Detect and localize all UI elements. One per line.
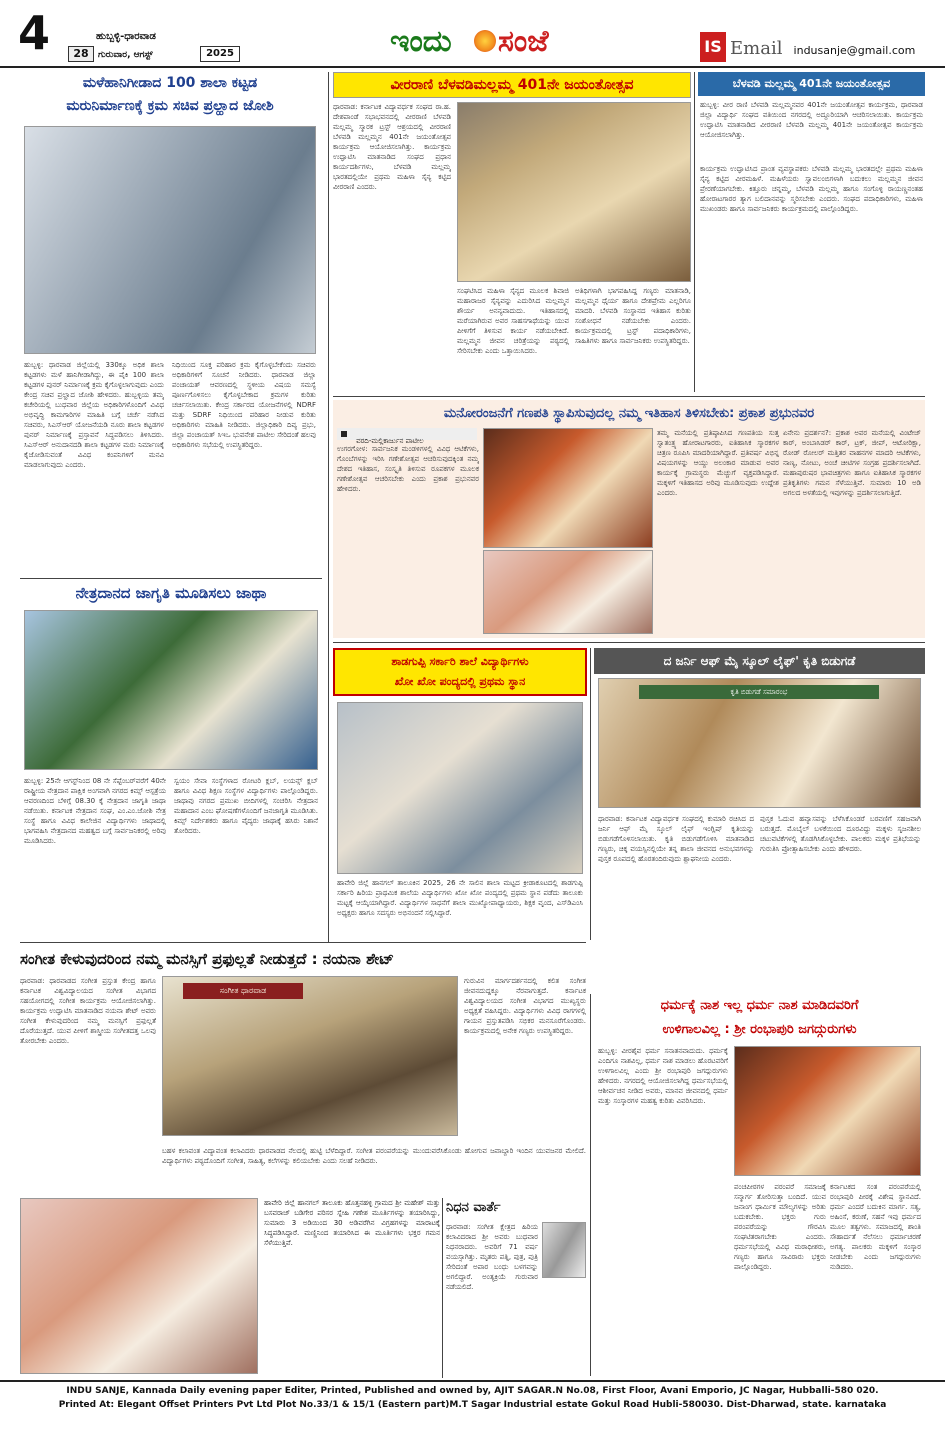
article-body-col-1: ಹುಬ್ಬಳ್ಳಿ: ಧಾರವಾಡ ಜಿಲ್ಲೆಯಲ್ಲಿ 330ಕ್ಕೂ ಅಧಿಕ ಶಾಲಾ ಕಟ್ಟಡಗಳು ಮಳೆ ಹಾನಿಗೀಡಾಗಿದ್ದು, ಈ ಪೈಕಿ 100 ಶಾಲಾ ಕಟ್ಟಡಗಳ ಪುನರ್ ನಿರ್ಮಾಣಕ್ಕೆ ಕ್ರಮ ಕೈಗೊಳ್ಳಲಾಗುವುದು ಎಂದು ಕೇಂದ್ರ ಸಚಿವ ಪ್ರಲ್ಹಾದ ಜೋಶಿ ಹೇಳಿದರು. ಹುಬ್ಬಳ್ಳಿಯ ತಮ್ಮ ಕಚೇರಿಯಲ್ಲಿ ಬುಧವಾರ ಜಿಲ್ಲೆಯ ಅಧಿಕಾರಿಗಳೊಂದಿಗೆ ವಿವಿಧ ಅಭಿವೃದ್ಧಿ ಕಾಮಗಾರಿಗಳ ಮಾಹಿತಿ ಬಗ್ಗೆ ಚರ್ಚೆ ನಡೆಸಿದ ಸಚಿವರು, ಸಿಎಸ್‌ಆರ್ ಯೋಜನೆಯಡಿ ನೂರು ಶಾಲಾ ಕಟ್ಟಡಗಳ ಪುನರ್ ನಿರ್ಮಾಣಕ್ಕೆ ಪ್ರಸ್ತಾವನೆ ಸಿದ್ಧಪಡಿಸಲು ತಿಳಿಸಿದರು. ಸಿಎಸ್‌ಆರ್ ಅನುದಾನದಡಿ ಶಾಲಾ ಕಟ್ಟಡಗಳ ಮರು ನಿರ್ಮಾಣಕ್ಕೆ ಕೈಜೋಡಿಸುವಂತೆ ವಿವಿಧ ಕಂಪನಿಗಳಿಗೆ ಮನವಿ ಮಾಡಲಾಗುವುದು ಎಂದರು. — [24, 361, 164, 469]
music-event-photo — [162, 976, 458, 1136]
masthead — [0, 0, 945, 70]
article-body-col-2: ಪುಸ್ತಕ ಓದುವ ಹವ್ಯಾಸವನ್ನು ಬೆಳೆಸಿಕೊಂಡರೆ ಬರವಣಿಗೆ ಸಹಜವಾಗಿ ಬರುತ್ತದೆ. ಮೊಬೈಲ್ ಬಳಕೆಯಿಂದ ದೂರವಿದ್ದು ಮಕ್ಕಳು ಸೃಜನಶೀಲ ಚಟುವಟಿಕೆಗಳಲ್ಲಿ ತೊಡಗಿಸಿಕೊಳ್ಳಬೇಕು. ಪಾಲಕರು ಮಕ್ಕಳ ಪ್ರತಿಭೆಯನ್ನು ಗುರುತಿಸಿ ಪ್ರೋತ್ಸಾಹಿಸಬೇಕು ಎಂದು ಹೇಳಿದರು. — [760, 815, 921, 853]
book-release-photo — [598, 678, 921, 808]
headline: ಸಂಗೀತ ಕೇಳುವುದರಿಂದ ನಮ್ಮ ಮನಸ್ಸಿಗೆ ಪ್ರಫುಲ್ಲತೆ ನೀಡುತ್ತದೆ : ನಯನಾ ಶೇಟ್ — [20, 950, 394, 968]
date-day-box — [68, 46, 94, 62]
column-divider — [590, 994, 591, 1376]
headline-line-1: ಧರ್ಮಕ್ಕೆ ನಾಶ ಇಲ್ಲ ಧರ್ಮ ನಾಶ ಮಾಡಿದವರಿಗೆ — [660, 998, 859, 1013]
ganesh-idols-photo — [20, 1198, 258, 1374]
brand-badge-text: IS — [704, 37, 722, 56]
music-body-continued: ಬಹಳ ಕಲಾವಂತ ವಿದ್ಯಾವಂತ ಕಲಾವಿದರು ಧಾರವಾಡದ ನೆಲದಲ್ಲಿ ಹುಟ್ಟಿ ಬೆಳೆದಿದ್ದಾರೆ. ಸಂಗೀತ ಪರಂಪರೆಯನ್ನು ಮುಂದುವರೆಸಿಕೊಂಡು ಹೋಗುವ ಜವಾಬ್ದಾರಿ ಇಂದಿನ ಯುವಜನರ ಮೇಲಿದೆ. ವಿದ್ಯಾರ್ಥಿಗಳು ಪಠ್ಯದೊಂದಿಗೆ ಸಂಗೀತ, ಸಾಹಿತ್ಯ, ಕಲೆಗಳನ್ನು ಕಲಿಯಬೇಕು ಎಂದು ಸಲಹೆ ನೀಡಿದರು. — [162, 1147, 586, 1165]
headline: ನಿಧನ ವಾರ್ತೆ — [446, 1200, 501, 1215]
headline: ಬೆಳವಡಿ ಮಲ್ಲಮ್ಮ 401ನೇ ಜಯಂತೋತ್ಸವ — [732, 77, 891, 90]
rally-photo — [24, 610, 318, 770]
article-body-col-2: ನಿಧಿಯಿಂದ ಸೂಕ್ತ ಪರಿಹಾರ ಕ್ರಮ ಕೈಗೊಳ್ಳಬೇಕೆಂದು ಸಚಿವರು ಅಧಿಕಾರಿಗಳಿಗೆ ಸೂಚನೆ ನೀಡಿದರು. ಧಾರವಾಡ ಜಿಲ್ಲಾ ಪಂಚಾಯತ್ ಆವರಣದಲ್ಲಿ ಸ್ಥಳೀಯ ವಿಷಯ ಸಮಸ್ಯೆ ಪೂರ್ಣಗೊಳಿಸಲು ಕೈಗೊಳ್ಳಬೇಕಾದ ಕ್ರಮಗಳ ಕುರಿತು ಚರ್ಚಿಸಲಾಯಿತು. ಕೇಂದ್ರ ಸರ್ಕಾರದ ಯೋಜನೆಗಳಲ್ಲಿ NDRF ಮತ್ತು SDRF ನಿಧಿಯಿಂದ ಪರಿಹಾರ ನೀಡುವ ಕುರಿತು ಅಧಿಕಾರಿಗಳು ಮಾಹಿತಿ ನೀಡಿದರು. ಜಿಲ್ಲಾಧಿಕಾರಿ ದಿವ್ಯ ಪ್ರಭು, ಜಿಲ್ಲಾ ಪಂಚಾಯತ್ ಸಿಇಒ ಭುವನೇಶ ಪಾಟೀಲ ಸೇರಿದಂತೆ ಹಲವು ಅಧಿಕಾರಿಗಳು ಸಭೆಯಲ್ಲಿ ಉಪಸ್ಥಿತರಿದ್ದರು. — [172, 361, 316, 449]
email-address[interactable]: indusanje@gmail.com — [793, 44, 916, 57]
article-body: ಹಾವೇರಿ ಜಿಲ್ಲೆ ಹಾನಗಲ್ ತಾಲೂಕು ಹೊತ್ತನಹಳ್ಳಿ ಗ್ರಾಮದ ಶ್ರೀ ಮಹೇಶ್ ಮತ್ತು ಬಸವರಾಜ್ ಬಡಿಗೇರ ಪರಿಸರ ಸ್ನೇಹಿ ಗಣೇಶ ಮೂರ್ತಿಗಳನ್ನು ತಯಾರಿಸಿದ್ದು, ಸುಮಾರು 3 ಅಡಿಯಿಂದ 30 ಅಡಿವರೆಗಿನ ವಿಗ್ರಹಗಳನ್ನು ಮಾರಾಟಕ್ಕೆ ಸಿದ್ಧಪಡಿಸಿದ್ದಾರೆ. ಮಣ್ಣಿನಿಂದ ತಯಾರಿಸಿದ ಈ ಮೂರ್ತಿಗಳು ಭಕ್ತರ ಗಮನ ಸೆಳೆಯುತ್ತಿವೆ. — [264, 1199, 440, 1247]
headline-box — [333, 648, 587, 696]
headline: ದ ಜರ್ನಿ ಆಫ್ ಮೈ ಸ್ಕೂಲ್ ಲೈಫ್' ಕೃತಿ ಬಿಡುಗಡೆ — [663, 654, 856, 668]
article-school-buildings — [20, 72, 320, 572]
brand-right-word: ಸಂಜೆ — [498, 24, 549, 59]
article-ganesh-idols — [20, 1198, 440, 1378]
article-ganapati — [333, 400, 925, 638]
article-body-col-2: ತಮ್ಮ ಮನೆಯಲ್ಲಿ ಪ್ರತಿಷ್ಠಾಪಿಸಿದ ಗಣಪತಿಯ ಸುತ್ತ ಸ್ವಾತಂತ್ರ್ಯ ಹೋರಾಟಗಾರರು, ಐತಿಹಾಸಿಕ ಸ್ಮಾರಕಗಳ ಚಿತ್ರಣ ರೂಪಿಸಿ ಮಾದರಿಯಾಗಿದ್ದಾರೆ. ಪ್ರತಿವರ್ಷ ವಿಭಿನ್ನ ವಿಷಯಗಳನ್ನು ಆಯ್ದು ಅಲಂಕಾರ ಮಾಡುವ ಅವರ ಕಾರ್ಯಕ್ಕೆ ಗ್ರಾಮಸ್ಥರು ಮೆಚ್ಚುಗೆ ವ್ಯಕ್ತಪಡಿಸಿದ್ದಾರೆ. ಮಕ್ಕಳಿಗೆ ಇತಿಹಾಸದ ಅರಿವು ಮೂಡಿಸುವುದು ಉದ್ದೇಶ ಎಂದರು. — [657, 429, 779, 497]
headline-line-1: ಮಳೆಹಾನಿಗೀಡಾದ 100 ಶಾಲಾ ಕಟ್ಟಡ — [82, 75, 258, 91]
divider — [333, 396, 925, 397]
article-eye-donation — [20, 580, 322, 935]
headline-bar — [333, 72, 691, 98]
headline-line-2: ಉಳಿಗಾಲವಿಲ್ಲ : ಶ್ರೀ ರಂಭಾಪುರಿ ಜಗದ್ಗುರುಗಳು — [662, 1022, 857, 1037]
divider — [333, 642, 925, 643]
article-music — [20, 946, 586, 1146]
headline: ವೀರರಾಣಿ ಬೆಳವಡಿಮಲ್ಲಮ್ಮ 401ನೇ ಜಯಂತೋತ್ಸವ — [390, 77, 634, 93]
brand-left-word: ಇಂದು — [390, 24, 452, 59]
obituary-portrait — [542, 1222, 586, 1278]
swamiji-photo — [734, 1046, 921, 1176]
article-body-col-1: ಹುಬ್ಬಳ್ಳಿ: 25ನೇ ಆಗಸ್ಟ್‌ನಿಂದ 08 ನೇ ಸೆಪ್ಟೆಂಬರ್‌ವರೆಗೆ 40ನೇ ರಾಷ್ಟ್ರೀಯ ನೇತ್ರದಾನ ಪಾಕ್ಷಿಕ ಅಂಗವಾಗಿ ನಗರದ ಕಿಮ್ಸ್ ಆಸ್ಪತ್ರೆಯ ಆವರಣದಿಂದ ಬೆಳಿಗ್ಗೆ 08.30 ಕ್ಕೆ ನೇತ್ರದಾನ ಜಾಗೃತಿ ಜಾಥಾ ನಡೆಯಿತು. ಕರ್ನಾಟಕ ನೇತ್ರದಾನ ಸಂಘ, ಎಂ.ಎಂ.ಜೋಶಿ ನೇತ್ರ ಸಂಸ್ಥೆ ಹಾಗೂ ವಿವಿಧ ಕಾಲೇಜಿನ ವಿದ್ಯಾರ್ಥಿಗಳು ಜಾಥಾದಲ್ಲಿ ಭಾಗವಹಿಸಿ ನೇತ್ರದಾನದ ಮಹತ್ವದ ಬಗ್ಗೆ ಸಾರ್ವಜನಿಕರಲ್ಲಿ ಅರಿವು ಮೂಡಿಸಿದರು. — [24, 777, 166, 845]
article-dharma — [594, 994, 925, 1376]
article-veerarani — [333, 72, 691, 394]
banner-text: ಸಂಗೀತ ಧಾರವಾಡ — [219, 986, 267, 995]
footer-line-2: Printed At: Elegant Offset Printers Pvt Ltd Plot No.33/1 & 15/1 (Eastern part)M.T Sagar Industrial estate Gokul Road Hubli-580030. Dist-Dharwad, state. karnataka — [58, 1400, 887, 1410]
column-divider — [694, 72, 695, 392]
article-belawadi-sidebar — [698, 72, 925, 394]
email-label: Email — [730, 38, 783, 59]
article-body-col-3: ಅತಿಥಿಗಳಾಗಿ ಭಾಗವಹಿಸಿದ್ದ ಗಣ್ಯರು ಮಾತನಾಡಿ, ಮಲ್ಲಮ್ಮನ ಧೈರ್ಯ ಹಾಗೂ ದೇಶಪ್ರೇಮ ಎಲ್ಲರಿಗೂ ಮಾದರಿ. ಬೆಳವಡಿ ಸಂಸ್ಥಾನದ ಇತಿಹಾಸ ಕುರಿತು ಸಂಶೋಧನೆ ನಡೆಯಬೇಕು ಎಂದರು. ಕಾರ್ಯಕ್ರಮದಲ್ಲಿ ಟ್ರಸ್ಟ್ ಪದಾಧಿಕಾರಿಗಳು, ಸಾಹಿತಿಗಳು ಹಾಗೂ ಸಾರ್ವಜನಿಕರು ಉಪಸ್ಥಿತರಿದ್ದರು. — [575, 287, 691, 345]
article-obituary — [446, 1198, 586, 1378]
headline-line-2: ಖೋ ಖೋ ಪಂದ್ಯದಲ್ಲಿ ಪ್ರಥಮ ಸ್ಥಾನ — [394, 675, 526, 688]
footer-rule — [0, 1380, 945, 1382]
ganapati-decoration-photo — [483, 428, 653, 548]
column-divider — [328, 72, 329, 942]
column-divider — [590, 648, 591, 940]
banner-text: ಕೃತಿ ಬಿಡುಗಡೆ ಸಮಾರಂಭ — [730, 688, 788, 696]
article-body-col-2: ಪಂಚಪೀಠಗಳ ಪರಂಪರೆ ಸಮಾಜಕ್ಕೆ ಸನ್ಮಾರ್ಗ ತೋರಿಸುತ್ತಾ ಬಂದಿದೆ. ಯುವ ಜನಾಂಗ ಧಾರ್ಮಿಕ ಮೌಲ್ಯಗಳನ್ನು ಅರಿತು ಬದುಕಬೇಕು. ಭಕ್ತರು ಗುರು ಪರಂಪರೆಯನ್ನು ಗೌರವಿಸಿ ಸಂಘಟಿತರಾಗಬೇಕು ಎಂದರು. ಧರ್ಮಸಭೆಯಲ್ಲಿ ವಿವಿಧ ಮಠಾಧೀಶರು, ಗಣ್ಯರು ಹಾಗೂ ಸಾವಿರಾರು ಭಕ್ತರು ಪಾಲ್ಗೊಂಡಿದ್ದರು. — [734, 1183, 826, 1271]
divider — [20, 942, 586, 943]
article-body-col-2: ಸ್ವಯಂ ಸೇವಾ ಸಂಸ್ಥೆಗಳಾದ ರೋಟರಿ ಕ್ಲಬ್, ಲಯನ್ಸ್ ಕ್ಲಬ್ ಹಾಗೂ ವಿವಿಧ ಶಿಕ್ಷಣ ಸಂಸ್ಥೆಗಳ ವಿದ್ಯಾರ್ಥಿಗಳು ಪಾಲ್ಗೊಂಡಿದ್ದರು. ಜಾಥಾವು ನಗರದ ಪ್ರಮುಖ ಬೀದಿಗಳಲ್ಲಿ ಸಂಚರಿಸಿ ನೇತ್ರದಾನ ಮಹಾದಾನ ಎಂಬ ಘೋಷಣೆಗಳೊಂದಿಗೆ ಜನಜಾಗೃತಿ ಮೂಡಿಸಿತು. ಕಿಮ್ಸ್ ನಿರ್ದೇಶಕರು ಹಾಗೂ ವೈದ್ಯರು ಜಾಥಾಕ್ಕೆ ಹಸಿರು ನಿಶಾನೆ ತೋರಿದರು. — [174, 777, 318, 835]
headline-line-2: ಮರುನಿರ್ಮಾಣಕ್ಕೆ ಕ್ರಮ ಸಚಿವ ಪ್ರಲ್ಹಾದ ಜೋಶಿ — [66, 98, 274, 114]
article-kho-kho — [333, 648, 587, 940]
article-body-col-1: ಉಗರಗೋಳ: ಸಾರ್ವಜನಿಕ ಮಂಡಳಿಗಳಲ್ಲಿ ವಿವಿಧ ಆಟಿಕೆಗಳು, ಗೊಂಬೆಗಳನ್ನು ಇರಿಸಿ ಗಣೇಶೋತ್ಸವ ಆಚರಿಸುವುದಕ್ಕಿಂತ ನಮ್ಮ ದೇಶದ ಇತಿಹಾಸ, ಸಂಸ್ಕೃತಿ ತಿಳಿಸುವ ರೂಪಕಗಳ ಮೂಲಕ ಗಣೇಶೋತ್ಸವ ಆಚರಿಸಬೇಕು ಎಂದು ಪ್ರಕಾಶ ಪ್ರಭುನವರ ಹೇಳಿದರು. — [337, 445, 479, 493]
article-body-col-1: ಹುಬ್ಬಳ್ಳಿ: ವೀರಶೈವ ಧರ್ಮ ಸನಾತನವಾದುದು. ಧರ್ಮಕ್ಕೆ ಎಂದಿಗೂ ನಾಶವಿಲ್ಲ, ಧರ್ಮ ನಾಶ ಮಾಡಲು ಹೊರಟವರಿಗೆ ಉಳಿಗಾಲವಿಲ್ಲ ಎಂದು ಶ್ರೀ ರಂಭಾಪುರಿ ಜಗದ್ಗುರುಗಳು ಹೇಳಿದರು. ನಗರದಲ್ಲಿ ಆಯೋಜಿಸಲಾಗಿದ್ದ ಧರ್ಮಸಭೆಯಲ್ಲಿ ಆಶೀರ್ವಚನ ನೀಡಿದ ಅವರು, ಮಾನವ ಜೀವನದಲ್ಲಿ ಧರ್ಮ ಮತ್ತು ಸಂಸ್ಕಾರಗಳ ಮಹತ್ವ ಕುರಿತು ವಿವರಿಸಿದರು. — [598, 1047, 728, 1105]
article-body: ಧಾರವಾಡ: ಸಂಗೀತ ಕ್ಷೇತ್ರದ ಹಿರಿಯ ಕಲಾವಿದರಾದ ಶ್ರೀ ಅವರು ಬುಧವಾರ ನಿಧನರಾದರು. ಅವರಿಗೆ 71 ವರ್ಷ ವಯಸ್ಸಾಗಿತ್ತು. ಮೃತರು ಪತ್ನಿ, ಪುತ್ರ, ಪುತ್ರಿ ಸೇರಿದಂತೆ ಅಪಾರ ಬಂಧು ಬಳಗವನ್ನು ಅಗಲಿದ್ದಾರೆ. ಅಂತ್ಯಕ್ರಿಯೆ ಗುರುವಾರ ನಡೆಯಲಿದೆ. — [446, 1223, 538, 1291]
stage-banner — [639, 685, 879, 699]
column-divider — [442, 1198, 443, 1378]
date-day: 28 — [73, 47, 89, 60]
byline: ವರದಿ-ಮಲ್ಲಿಕಾರ್ಜುನ ಪಾಟೀಲ — [356, 437, 424, 445]
divider — [20, 578, 322, 579]
email-box — [730, 36, 930, 62]
masthead-rule — [0, 66, 945, 68]
sun-icon — [474, 30, 496, 52]
article-body: ಕಾರ್ಯಕ್ರಮ ಉದ್ಘಾಟಿಸಿದ ಪ್ರಾಂತ ವ್ಯವಸ್ಥಾಪಕರು ಬೆಳವಡಿ ಮಲ್ಲಮ್ಮ ಭಾರತದಲ್ಲೇ ಪ್ರಥಮ ಮಹಿಳಾ ಸೈನ್ಯ ಕಟ್ಟಿದ ವೀರಮಹಿಳೆ. ಮಹಿಳೆಯರು ಸ್ವಾವಲಂಬಿಗಳಾಗಿ ಬದುಕಲು ಮಲ್ಲಮ್ಮನ ಜೀವನ ಪ್ರೇರಣೆಯಾಗಬೇಕು. ಕಿತ್ತೂರು ಚನ್ನಮ್ಮ, ಬೆಳವಡಿ ಮಲ್ಲಮ್ಮ ಹಾಗೂ ಸಂಗೊಳ್ಳಿ ರಾಯಣ್ಣನಂತಹ ಹೋರಾಟಗಾರರ ತ್ಯಾಗ ಬಲಿದಾನವನ್ನು ಸ್ಮರಿಸಬೇಕು ಎಂದರು. ಸಂಘದ ಪದಾಧಿಕಾರಿಗಳು, ಮಹಿಳಾ ಮುಖಂಡರು ಹಾಗೂ ಸಾರ್ವಜನಿಕರು ಕಾರ್ಯಕ್ರಮದಲ್ಲಿ ಪಾಲ್ಗೊಂಡಿದ್ದರು. — [700, 165, 923, 213]
article-body-col-1: ಧಾರವಾಡ: ಕರ್ನಾಟಕ ವಿದ್ಯಾವರ್ಧಕ ಸಂಘದಲ್ಲಿ ಕುಮಾರಿ ರಚಿಸಿದ ದ ಜರ್ನಿ ಆಫ್ ಮೈ ಸ್ಕೂಲ್ ಲೈಫ್ ಇಂಗ್ಲಿಷ್ ಕೃತಿಯನ್ನು ಬಿಡುಗಡೆಗೊಳಿಸಲಾಯಿತು. ಕೃತಿ ಬಿಡುಗಡೆಗೊಳಿಸಿ ಮಾತನಾಡಿದ ಗಣ್ಯರು, ಚಿಕ್ಕ ವಯಸ್ಸಿನಲ್ಲಿಯೇ ತನ್ನ ಶಾಲಾ ಜೀವನದ ಅನುಭವಗಳನ್ನು ಪುಸ್ತಕ ರೂಪದಲ್ಲಿ ಹೊರತಂದಿರುವುದು ಶ್ಲಾಘನೀಯ ಎಂದರು. — [598, 815, 754, 863]
brand-badge — [700, 32, 726, 62]
headline-bar — [698, 72, 925, 96]
headline: ನೇತ್ರದಾನದ ಜಾಗೃತಿ ಮೂಡಿಸಲು ಜಾಥಾ — [75, 584, 267, 602]
article-body-col-1: ಧಾರವಾಡ: ಕರ್ನಾಟಕ ವಿದ್ಯಾವರ್ಧಕ ಸಂಘದ ರಾ.ಹ. ದೇಶಪಾಂಡೆ ಸಭಾಭವನದಲ್ಲಿ ವೀರರಾಣಿ ಬೆಳವಡಿ ಮಲ್ಲಮ್ಮ ಸ್ಮಾರಕ ಟ್ರಸ್ಟ್ ಆಶ್ರಯದಲ್ಲಿ ವೀರರಾಣಿ ಬೆಳವಡಿ ಮಲ್ಲಮ್ಮನ 401ನೇ ಜಯಂತೋತ್ಸವ ಕಾರ್ಯಕ್ರಮ ಆಯೋಜಿಸಲಾಗಿತ್ತು. ಕಾರ್ಯಕ್ರಮ ಉದ್ಘಾಟಿಸಿ ಮಾತನಾಡಿದ ಸಂಘದ ಪ್ರಧಾನ ಕಾರ್ಯದರ್ಶಿಗಳು, ಬೆಳವಡಿ ಮಲ್ಲಮ್ಮ ಭಾರತದಲ್ಲಿಯೇ ಪ್ರಥಮ ಮಹಿಳಾ ಸೈನ್ಯ ಕಟ್ಟಿದ ವೀರರಾಣಿ ಎಂದರು. — [333, 103, 451, 191]
footer-imprint — [0, 1384, 945, 1424]
article-body-col-2: ಸಂಘಟಿಸಿದ ಮಹಿಳಾ ಸೈನ್ಯದ ಮೂಲಕ ಶಿವಾಜಿ ಮಹಾರಾಜರ ಸೈನ್ಯವನ್ನು ಎದುರಿಸಿದ ಮಲ್ಲಮ್ಮನ ಶೌರ್ಯ ಅನನ್ಯವಾದುದು. ಇತಿಹಾಸದಲ್ಲಿ ಮರೆಯಾಗಿರುವ ಅವರ ಸಾಹಸಗಾಥೆಯನ್ನು ಯುವ ಪೀಳಿಗೆಗೆ ತಿಳಿಸುವ ಕಾರ್ಯ ನಡೆಯಬೇಕಿದೆ. ಮಲ್ಲಮ್ಮನ ಜೀವನ ಚರಿತ್ರೆಯನ್ನು ಪಠ್ಯದಲ್ಲಿ ಸೇರಿಸಬೇಕು ಎಂದು ಒತ್ತಾಯಿಸಿದರು. — [457, 287, 569, 355]
prakash-family-photo — [483, 550, 653, 634]
article-body-col-3: ಗುರುವಿನ ಮಾರ್ಗದರ್ಶನದಲ್ಲಿ ಕಲಿತ ಸಂಗೀತ ಜೀವನದುದ್ದಕ್ಕೂ ನೆರವಾಗುತ್ತದೆ. ಕರ್ನಾಟಕ ವಿಶ್ವವಿದ್ಯಾಲಯದ ಸಂಗೀತ ವಿಭಾಗದ ಮುಖ್ಯಸ್ಥರು ಅಧ್ಯಕ್ಷತೆ ವಹಿಸಿದ್ದರು. ವಿದ್ಯಾರ್ಥಿಗಳು ವಿವಿಧ ರಾಗಗಳಲ್ಲಿ ಗಾಯನ ಪ್ರಸ್ತುತಪಡಿಸಿ ಸಭಿಕರ ಮನಸೂರೆಗೊಂಡರು. ಕಾರ್ಯಕ್ರಮದಲ್ಲಿ ಅನೇಕ ಗಣ್ಯರು ಉಪಸ್ಥಿತರಿದ್ದರು. — [464, 977, 586, 1035]
year: 2025 — [200, 46, 240, 62]
stage-banner — [183, 983, 303, 999]
headline: ಮನೋರಂಜನೆಗೆ ಗಣಪತಿ ಸ್ಥಾಪಿಸುವುದಲ್ಲ ನಮ್ಮ ಇತಿಹಾಸ ತಿಳಿಸಬೇಕು: ಪ್ರಕಾಶ ಪ್ರಭುನವರ — [443, 406, 815, 421]
kho-kho-team-photo — [337, 702, 583, 874]
headline-line-1: ಶಾಡಗುಪ್ಪಿ ಸರ್ಕಾರಿ ಶಾಲೆ ವಿದ್ಯಾರ್ಥಿಗಳು — [391, 655, 529, 668]
byline-bar — [337, 428, 477, 445]
city-name: ಹುಬ್ಬಳ್ಳಿ-ಧಾರವಾಡ — [96, 31, 156, 42]
article-body-col-3: ಏನೇನು ಪ್ರದರ್ಶನ?: ಪ್ರಕಾಶ ಅವರ ಮನೆಯಲ್ಲಿ ವಿಂಟೇಜ್ ಕಾರ್, ಅಂಬಾಸಿಡರ್ ಕಾರ್, ಟ್ರಕ್, ಜೀಪ್, ಆಟೋರಿಕ್ಷಾ, ರೋಡ್ ರೋಲರ್ ಮತ್ತಿತರ ವಾಹನಗಳ ಮಾದರಿ ಆಟಿಕೆಗಳು, ನಾಣ್ಯ, ನೋಟು, ಅಂಚೆ ಚೀಟಿಗಳ ಸಂಗ್ರಹ ಪ್ರದರ್ಶಿಸಲಾಗಿದೆ. ಮಹಾಪುರುಷರ ಭಾವಚಿತ್ರಗಳು ಹಾಗೂ ಐತಿಹಾಸಿಕ ಸ್ಮಾರಕಗಳ ಪ್ರತಿಕೃತಿಗಳು ಗಮನ ಸೆಳೆಯುತ್ತಿವೆ. ಸುಮಾರು 10 ಅಡಿ ಅಗಲದ ಅಳತೆಯಲ್ಲಿ ಇವುಗಳನ್ನು ಪ್ರದರ್ಶಿಸಲಾಗುತ್ತಿದೆ. — [783, 429, 921, 497]
article-book-release — [594, 648, 925, 992]
article-body: ಹಾವೇರಿ ಜಿಲ್ಲೆ ಹಾನಗಲ್ ತಾಲೂಕಿನ 2025, 26 ನೇ ಸಾಲಿನ ಶಾಲಾ ಮಟ್ಟದ ಕ್ರೀಡಾಕೂಟದಲ್ಲಿ ಶಾಡಗುಪ್ಪಿ ಸರ್ಕಾರಿ ಹಿರಿಯ ಪ್ರಾಥಮಿಕ ಶಾಲೆಯ ವಿದ್ಯಾರ್ಥಿಗಳು ಖೋ ಖೋ ಪಂದ್ಯದಲ್ಲಿ ಪ್ರಥಮ ಸ್ಥಾನ ಪಡೆದು ತಾಲೂಕು ಮಟ್ಟಕ್ಕೆ ಆಯ್ಕೆಯಾಗಿದ್ದಾರೆ. ವಿದ್ಯಾರ್ಥಿಗಳ ಸಾಧನೆಗೆ ಶಾಲಾ ಮುಖ್ಯೋಪಾಧ್ಯಾಯರು, ಶಿಕ್ಷಕ ವೃಂದ, ಎಸ್‌ಡಿಎಂಸಿ ಅಧ್ಯಕ್ಷರು ಹಾಗೂ ಸದಸ್ಯರು ಅಭಿನಂದನೆ ಸಲ್ಲಿಸಿದ್ದಾರೆ. — [337, 879, 583, 917]
brand-logo-block — [390, 20, 590, 64]
article-body-col-3: ಕರ್ನಾಟಕದ ಸಂತ ಪರಂಪರೆಯಲ್ಲಿ ರಂಭಾಪುರಿ ಪೀಠಕ್ಕೆ ವಿಶೇಷ ಸ್ಥಾನವಿದೆ. ಧರ್ಮ ಎಂದರೆ ಬದುಕಿನ ಮಾರ್ಗ. ಸತ್ಯ, ಅಹಿಂಸೆ, ಕರುಣೆ, ಸಹನೆ ಇವು ಧರ್ಮದ ಮೂಲ ತತ್ವಗಳು. ಸಮಾಜದಲ್ಲಿ ಶಾಂತಿ ಸೌಹಾರ್ದತೆ ನೆಲೆಸಲು ಧರ್ಮಾಚರಣೆ ಅಗತ್ಯ. ಪಾಲಕರು ಮಕ್ಕಳಿಗೆ ಸಂಸ್ಕಾರ ನೀಡಬೇಕು ಎಂದು ಜಗದ್ಗುರುಗಳು ನುಡಿದರು. — [830, 1183, 921, 1271]
headline-bar — [594, 648, 925, 674]
article-body-col-1: ಧಾರವಾಡ: ಧಾರವಾಡದ ಸಂಗೀತ ಪ್ರಸ್ತುತ ಕೇಂದ್ರ ಹಾಗೂ ಕರ್ನಾಟಕ ವಿಶ್ವವಿದ್ಯಾಲಯದ ಸಂಗೀತ ವಿಭಾಗದ ಸಹಯೋಗದಲ್ಲಿ ಸಂಗೀತ ಕಾರ್ಯಕ್ರಮ ಆಯೋಜಿಸಲಾಗಿತ್ತು. ಕಾರ್ಯಕ್ರಮ ಉದ್ಘಾಟಿಸಿ ಮಾತನಾಡಿದ ನಯನಾ ಶೇಟ್ ಅವರು ಸಂಗೀತ ಕೇಳುವುದರಿಂದ ನಮ್ಮ ಮನಸ್ಸಿಗೆ ಪ್ರಫುಲ್ಲತೆ ದೊರೆಯುತ್ತದೆ. ಯುವ ಪೀಳಿಗೆ ಶಾಸ್ತ್ರೀಯ ಸಂಗೀತದತ್ತ ಒಲವು ತೋರಬೇಕು ಎಂದರು. — [20, 977, 156, 1045]
byline-icon — [341, 431, 347, 437]
page-number: 4 — [18, 8, 51, 58]
footer-line-1: INDU SANJE, Kannada Daily evening paper Editer, Printed, Published and owned by, AJIT SAGAR.N No.08, First Floor, Avani Emporio, JC Nagar, Hubballi-580 020. — [66, 1386, 879, 1396]
felicitation-photo — [457, 102, 691, 282]
article-body-intro: ಹುಬ್ಬಳ್ಳಿ: ವೀರ ರಾಣಿ ಬೆಳವಡಿ ಮಲ್ಲಮ್ಮನವರ 401ನೇ ಜಯಂತೋತ್ಸವ ಕಾರ್ಯಕ್ರಮ, ಧಾರವಾಡ ಜಿಲ್ಲಾ ವಿದ್ಯಾರ್ಥಿ ಸಂಘದ ವತಿಯಿಂದ ನಗರದಲ್ಲಿ ಅದ್ದೂರಿಯಾಗಿ ಆಚರಿಸಲಾಯಿತು. ಕಾರ್ಯಕ್ರಮ ಉದ್ಘಾಟಿಸಿ ಮಾತನಾಡಿದ ವೀರರಾಣಿ ಬೆಳವಡಿ ಮಲ್ಲಮ್ಮ 401ನೇ ಜಯಂತೋತ್ಸವ ಕಾರ್ಯಕ್ರಮ ಆಯೋಜಿಸಲಾಗಿತ್ತು. — [700, 101, 923, 139]
meeting-photo — [24, 126, 316, 354]
weekday-month: ಗುರುವಾರ, ಆಗಸ್ಟ್ — [98, 50, 153, 60]
